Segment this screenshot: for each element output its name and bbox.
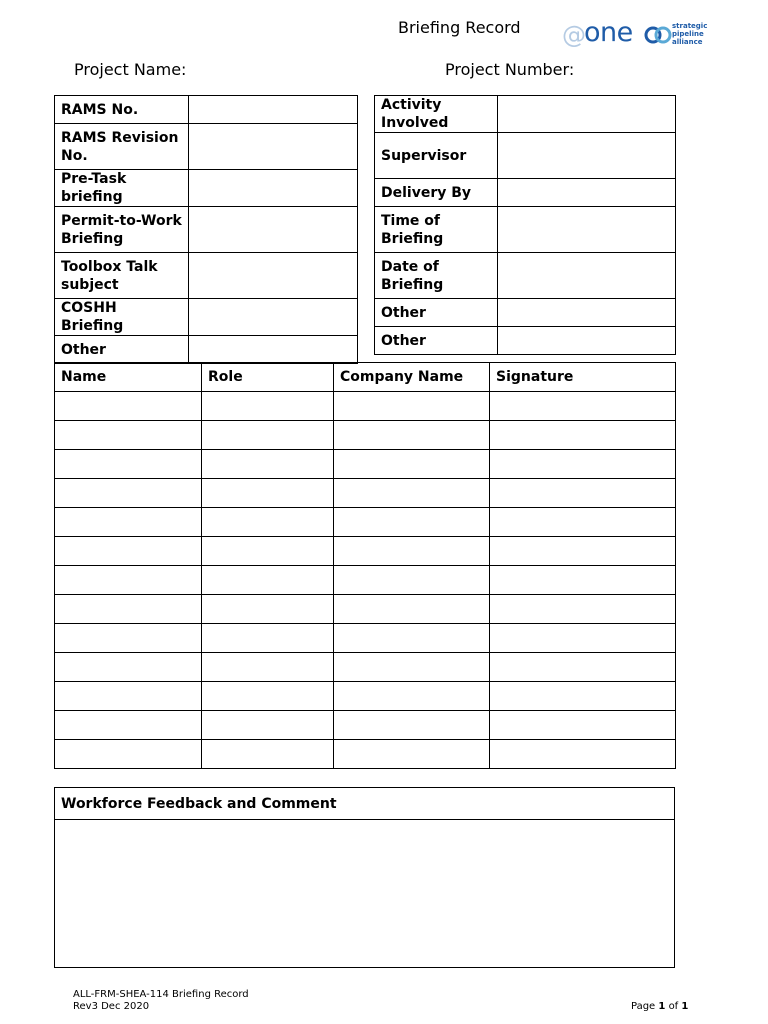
- role-cell[interactable]: [202, 479, 334, 508]
- role-cell[interactable]: [202, 624, 334, 653]
- attendance-row: [55, 479, 676, 508]
- rams-revision-label: RAMS Revision No.: [55, 124, 189, 170]
- page-current: 1: [658, 1001, 666, 1012]
- feedback-table: [54, 787, 675, 968]
- other-field-right-2[interactable]: [498, 327, 676, 355]
- attendance-row: [55, 450, 676, 479]
- role-cell[interactable]: [202, 682, 334, 711]
- name-cell[interactable]: [55, 653, 202, 682]
- attendance-row: [55, 740, 676, 769]
- pre-task-briefing-label: Pre-Task briefing: [55, 170, 189, 207]
- attendance-row: [55, 682, 676, 711]
- name-cell[interactable]: [55, 624, 202, 653]
- table-row: [375, 133, 676, 179]
- company-name-cell[interactable]: [334, 421, 490, 450]
- attendance-row: [55, 624, 676, 653]
- role-cell[interactable]: [202, 595, 334, 624]
- activity-involved-field[interactable]: [498, 96, 676, 133]
- name-cell[interactable]: [55, 740, 202, 769]
- other-field-left[interactable]: [189, 336, 358, 364]
- logo-wordmark: one: [584, 17, 633, 48]
- signature-cell[interactable]: [490, 392, 676, 421]
- feedback-body-row: [55, 820, 675, 968]
- document-code: ALL-FRM-SHEA-114 Briefing Record: [73, 989, 249, 1000]
- role-cell[interactable]: [202, 711, 334, 740]
- company-name-cell[interactable]: [334, 537, 490, 566]
- date-of-briefing-field[interactable]: [498, 253, 676, 299]
- name-cell[interactable]: [55, 711, 202, 740]
- document-revision: Rev3 Dec 2020: [73, 1001, 150, 1012]
- other-label-right-1: Other: [375, 299, 498, 327]
- coshh-briefing-field[interactable]: [189, 299, 358, 336]
- table-row: [55, 170, 358, 207]
- table-row: [55, 253, 358, 299]
- other-field-right-1[interactable]: [498, 299, 676, 327]
- attendance-row: [55, 508, 676, 537]
- permit-to-work-label: Permit-to-Work Briefing: [55, 207, 189, 253]
- supervisor-label: Supervisor: [375, 133, 498, 179]
- logo-tagline: strategic pipeline alliance: [672, 22, 708, 46]
- delivery-by-label: Delivery By: [375, 179, 498, 207]
- attendance-row: [55, 537, 676, 566]
- page-total: 1: [681, 1001, 689, 1012]
- company-name-cell[interactable]: [334, 740, 490, 769]
- signature-cell[interactable]: [490, 421, 676, 450]
- name-cell[interactable]: [55, 421, 202, 450]
- signature-cell[interactable]: [490, 508, 676, 537]
- attendance-row: [55, 595, 676, 624]
- signature-cell[interactable]: [490, 450, 676, 479]
- table-row: [55, 124, 358, 170]
- table-row: [55, 299, 358, 336]
- logo-at-symbol: @: [562, 21, 586, 49]
- signature-cell[interactable]: [490, 537, 676, 566]
- company-name-cell[interactable]: [334, 566, 490, 595]
- company-name-cell[interactable]: [334, 450, 490, 479]
- activity-involved-label: Activity Involved: [375, 96, 498, 133]
- briefing-details-table-right: [374, 95, 676, 355]
- name-cell[interactable]: [55, 566, 202, 595]
- attendance-table: [54, 362, 676, 769]
- feedback-comment-area[interactable]: [55, 820, 675, 968]
- table-row: [375, 179, 676, 207]
- table-row: [375, 207, 676, 253]
- other-label-left: Other: [55, 336, 189, 364]
- company-name-cell[interactable]: [334, 508, 490, 537]
- table-row: [55, 96, 358, 124]
- table-row: [55, 207, 358, 253]
- role-cell[interactable]: [202, 508, 334, 537]
- time-of-briefing-field[interactable]: [498, 207, 676, 253]
- feedback-header-row: [55, 788, 675, 820]
- role-cell[interactable]: [202, 740, 334, 769]
- company-name-cell[interactable]: [334, 392, 490, 421]
- name-cell[interactable]: [55, 450, 202, 479]
- alliance-logo: [562, 17, 708, 50]
- name-column-header: Name: [55, 363, 202, 392]
- table-row: [375, 327, 676, 355]
- role-cell[interactable]: [202, 450, 334, 479]
- company-name-cell[interactable]: [334, 624, 490, 653]
- project-name-label: Project Name:: [74, 60, 187, 79]
- signature-cell[interactable]: [490, 595, 676, 624]
- page-number: [631, 1001, 688, 1012]
- attendance-row: [55, 566, 676, 595]
- attendance-row: [55, 653, 676, 682]
- company-name-cell[interactable]: [334, 682, 490, 711]
- signature-cell[interactable]: [490, 566, 676, 595]
- company-name-cell[interactable]: [334, 595, 490, 624]
- company-name-cell[interactable]: [334, 711, 490, 740]
- signature-cell[interactable]: [490, 653, 676, 682]
- supervisor-field[interactable]: [498, 133, 676, 179]
- date-of-briefing-label: Date of Briefing: [375, 253, 498, 299]
- company-name-column-header: Company Name: [334, 363, 490, 392]
- name-cell[interactable]: [55, 508, 202, 537]
- role-cell[interactable]: [202, 392, 334, 421]
- signature-column-header: Signature: [490, 363, 676, 392]
- time-of-briefing-label: Time of Briefing: [375, 207, 498, 253]
- company-name-cell[interactable]: [334, 653, 490, 682]
- signature-cell[interactable]: [490, 740, 676, 769]
- briefing-details-table-left: [54, 95, 358, 364]
- signature-cell[interactable]: [490, 624, 676, 653]
- logo-swirl-icon: [644, 22, 672, 48]
- toolbox-talk-field[interactable]: [189, 253, 358, 299]
- rams-revision-field[interactable]: [189, 124, 358, 170]
- role-cell[interactable]: [202, 566, 334, 595]
- project-number-label: Project Number:: [445, 60, 575, 79]
- attendance-row: [55, 392, 676, 421]
- signature-cell[interactable]: [490, 479, 676, 508]
- role-cell[interactable]: [202, 537, 334, 566]
- coshh-briefing-label: COSHH Briefing: [55, 299, 189, 336]
- company-name-cell[interactable]: [334, 479, 490, 508]
- name-cell[interactable]: [55, 479, 202, 508]
- document-title: Briefing Record: [398, 18, 521, 37]
- other-label-right-2: Other: [375, 327, 498, 355]
- attendance-header-row: [55, 363, 676, 392]
- pre-task-briefing-field[interactable]: [189, 170, 358, 207]
- page-of-word: of: [668, 1001, 679, 1012]
- name-cell[interactable]: [55, 595, 202, 624]
- delivery-by-field[interactable]: [498, 179, 676, 207]
- name-cell[interactable]: [55, 537, 202, 566]
- signature-cell[interactable]: [490, 682, 676, 711]
- feedback-heading: Workforce Feedback and Comment: [55, 788, 675, 820]
- permit-to-work-field[interactable]: [189, 207, 358, 253]
- name-cell[interactable]: [55, 682, 202, 711]
- table-row: [375, 253, 676, 299]
- page-word: Page: [631, 1001, 656, 1012]
- rams-no-field[interactable]: [189, 96, 358, 124]
- signature-cell[interactable]: [490, 711, 676, 740]
- role-cell[interactable]: [202, 653, 334, 682]
- name-cell[interactable]: [55, 392, 202, 421]
- attendance-row: [55, 711, 676, 740]
- rams-no-label: RAMS No.: [55, 96, 189, 124]
- table-row: [375, 96, 676, 133]
- footer-document-reference: [73, 989, 249, 1013]
- table-row: [375, 299, 676, 327]
- toolbox-talk-label: Toolbox Talk subject: [55, 253, 189, 299]
- role-cell[interactable]: [202, 421, 334, 450]
- role-column-header: Role: [202, 363, 334, 392]
- table-row: [55, 336, 358, 364]
- attendance-row: [55, 421, 676, 450]
